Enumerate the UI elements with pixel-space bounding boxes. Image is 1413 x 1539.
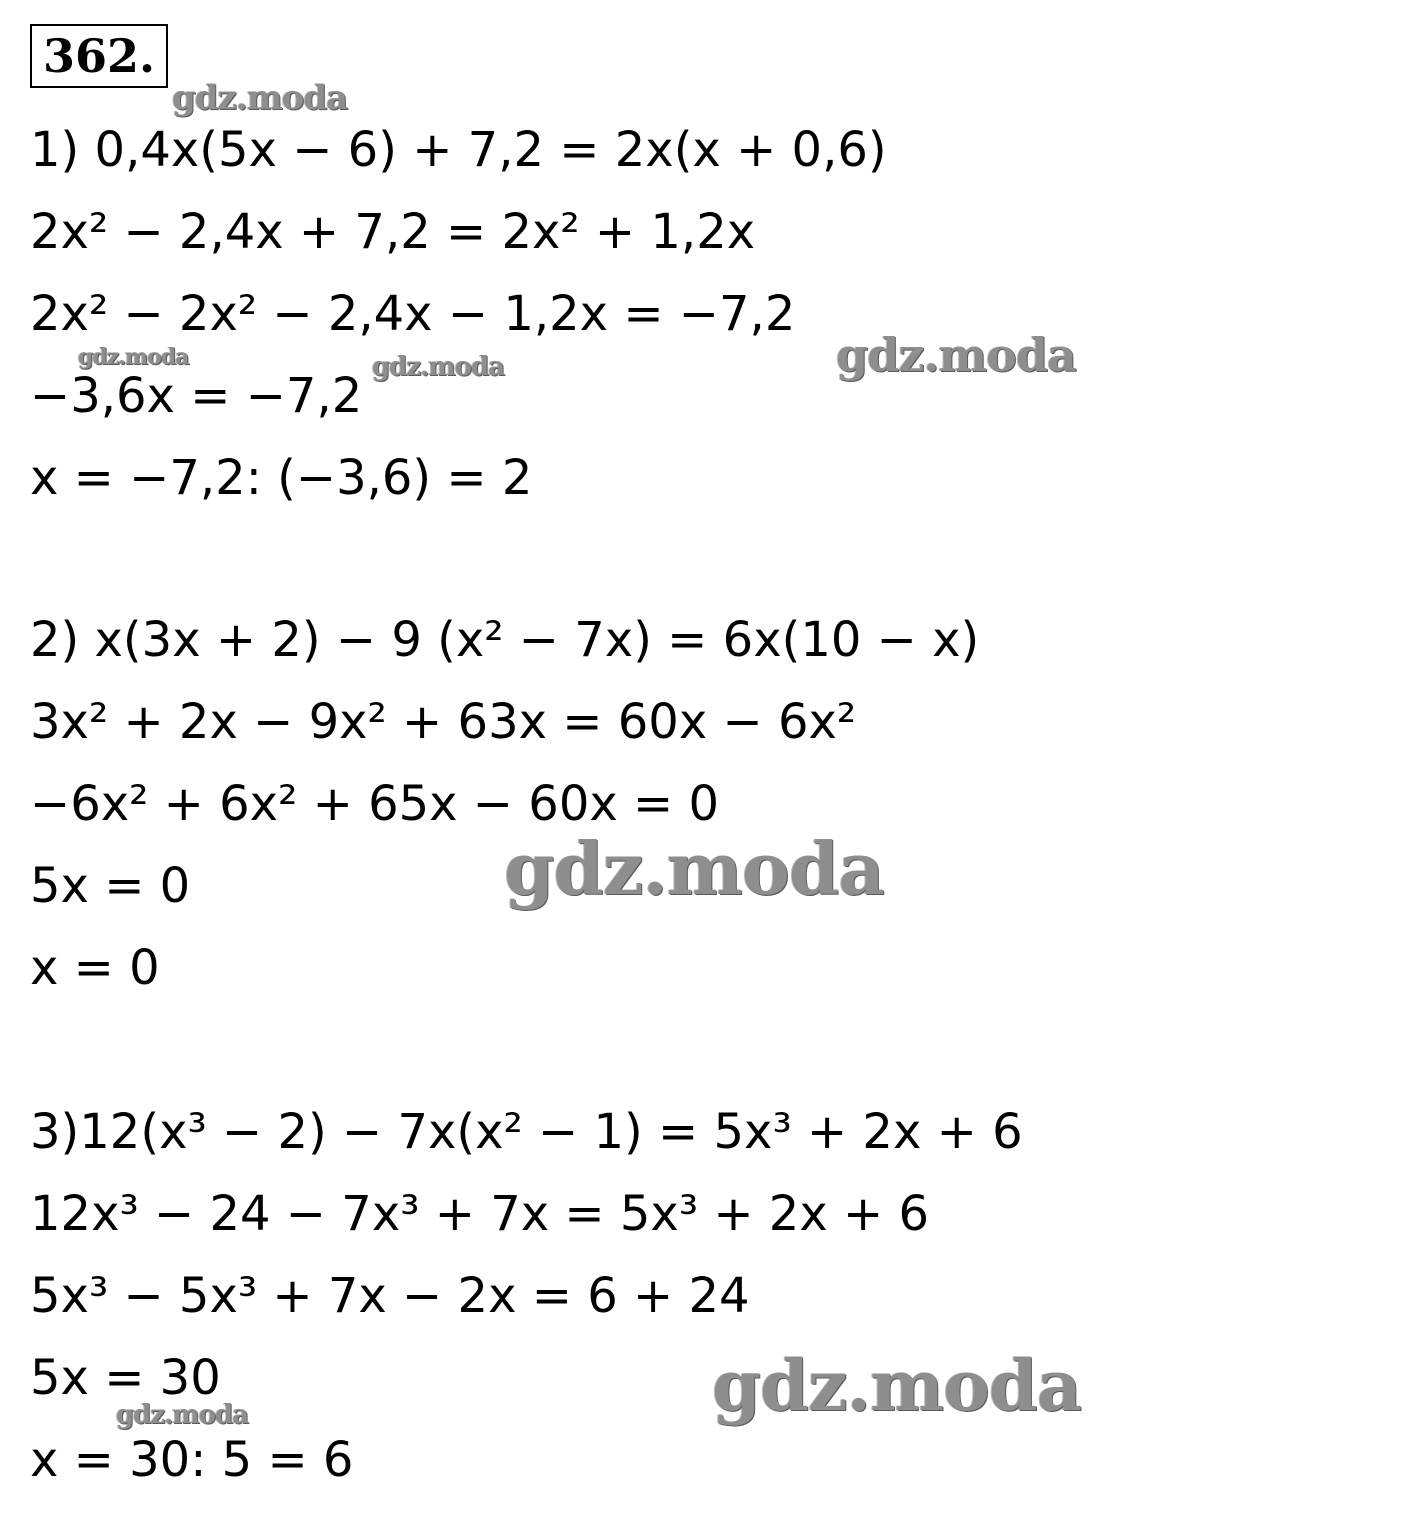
part1-line2: 2x² − 2,4x + 7,2 = 2x² + 1,2x <box>30 204 756 260</box>
watermark: gdz.moda <box>504 826 884 911</box>
watermark: gdz.moda <box>836 328 1076 382</box>
part1-line5: x = −7,2: (−3,6) = 2 <box>30 450 533 506</box>
part2-line4: 5x = 0 <box>30 858 191 914</box>
watermark: gdz.moda <box>712 1344 1082 1427</box>
watermark: gdz.moda <box>372 352 505 382</box>
task-number: 362. <box>30 24 168 88</box>
part2-line3: −6x² + 6x² + 65x − 60x = 0 <box>30 776 720 832</box>
part2-line2: 3x² + 2x − 9x² + 63x = 60x − 6x² <box>30 694 857 750</box>
part1-line1: 1) 0,4x(5x − 6) + 7,2 = 2x(x + 0,6) <box>30 122 887 178</box>
watermark: gdz.moda <box>78 344 189 370</box>
watermark: gdz.moda <box>116 1400 249 1430</box>
part3-line2: 12x³ − 24 − 7x³ + 7x = 5x³ + 2x + 6 <box>30 1186 930 1242</box>
watermark: gdz.moda <box>172 78 348 118</box>
part3-line5: x = 30: 5 = 6 <box>30 1432 354 1488</box>
part1-line3: 2x² − 2x² − 2,4x − 1,2x = −7,2 <box>30 286 796 342</box>
part2-line1: 2) x(3x + 2) − 9 (x² − 7x) = 6x(10 − x) <box>30 612 980 668</box>
part1-line4: −3,6x = −7,2 <box>30 368 363 424</box>
part3-line3: 5x³ − 5x³ + 7x − 2x = 6 + 24 <box>30 1268 750 1324</box>
part2-line5: x = 0 <box>30 940 160 996</box>
part3-line1: 3)12(x³ − 2) − 7x(x² − 1) = 5x³ + 2x + 6 <box>30 1104 1023 1160</box>
part3-line4: 5x = 30 <box>30 1350 221 1406</box>
